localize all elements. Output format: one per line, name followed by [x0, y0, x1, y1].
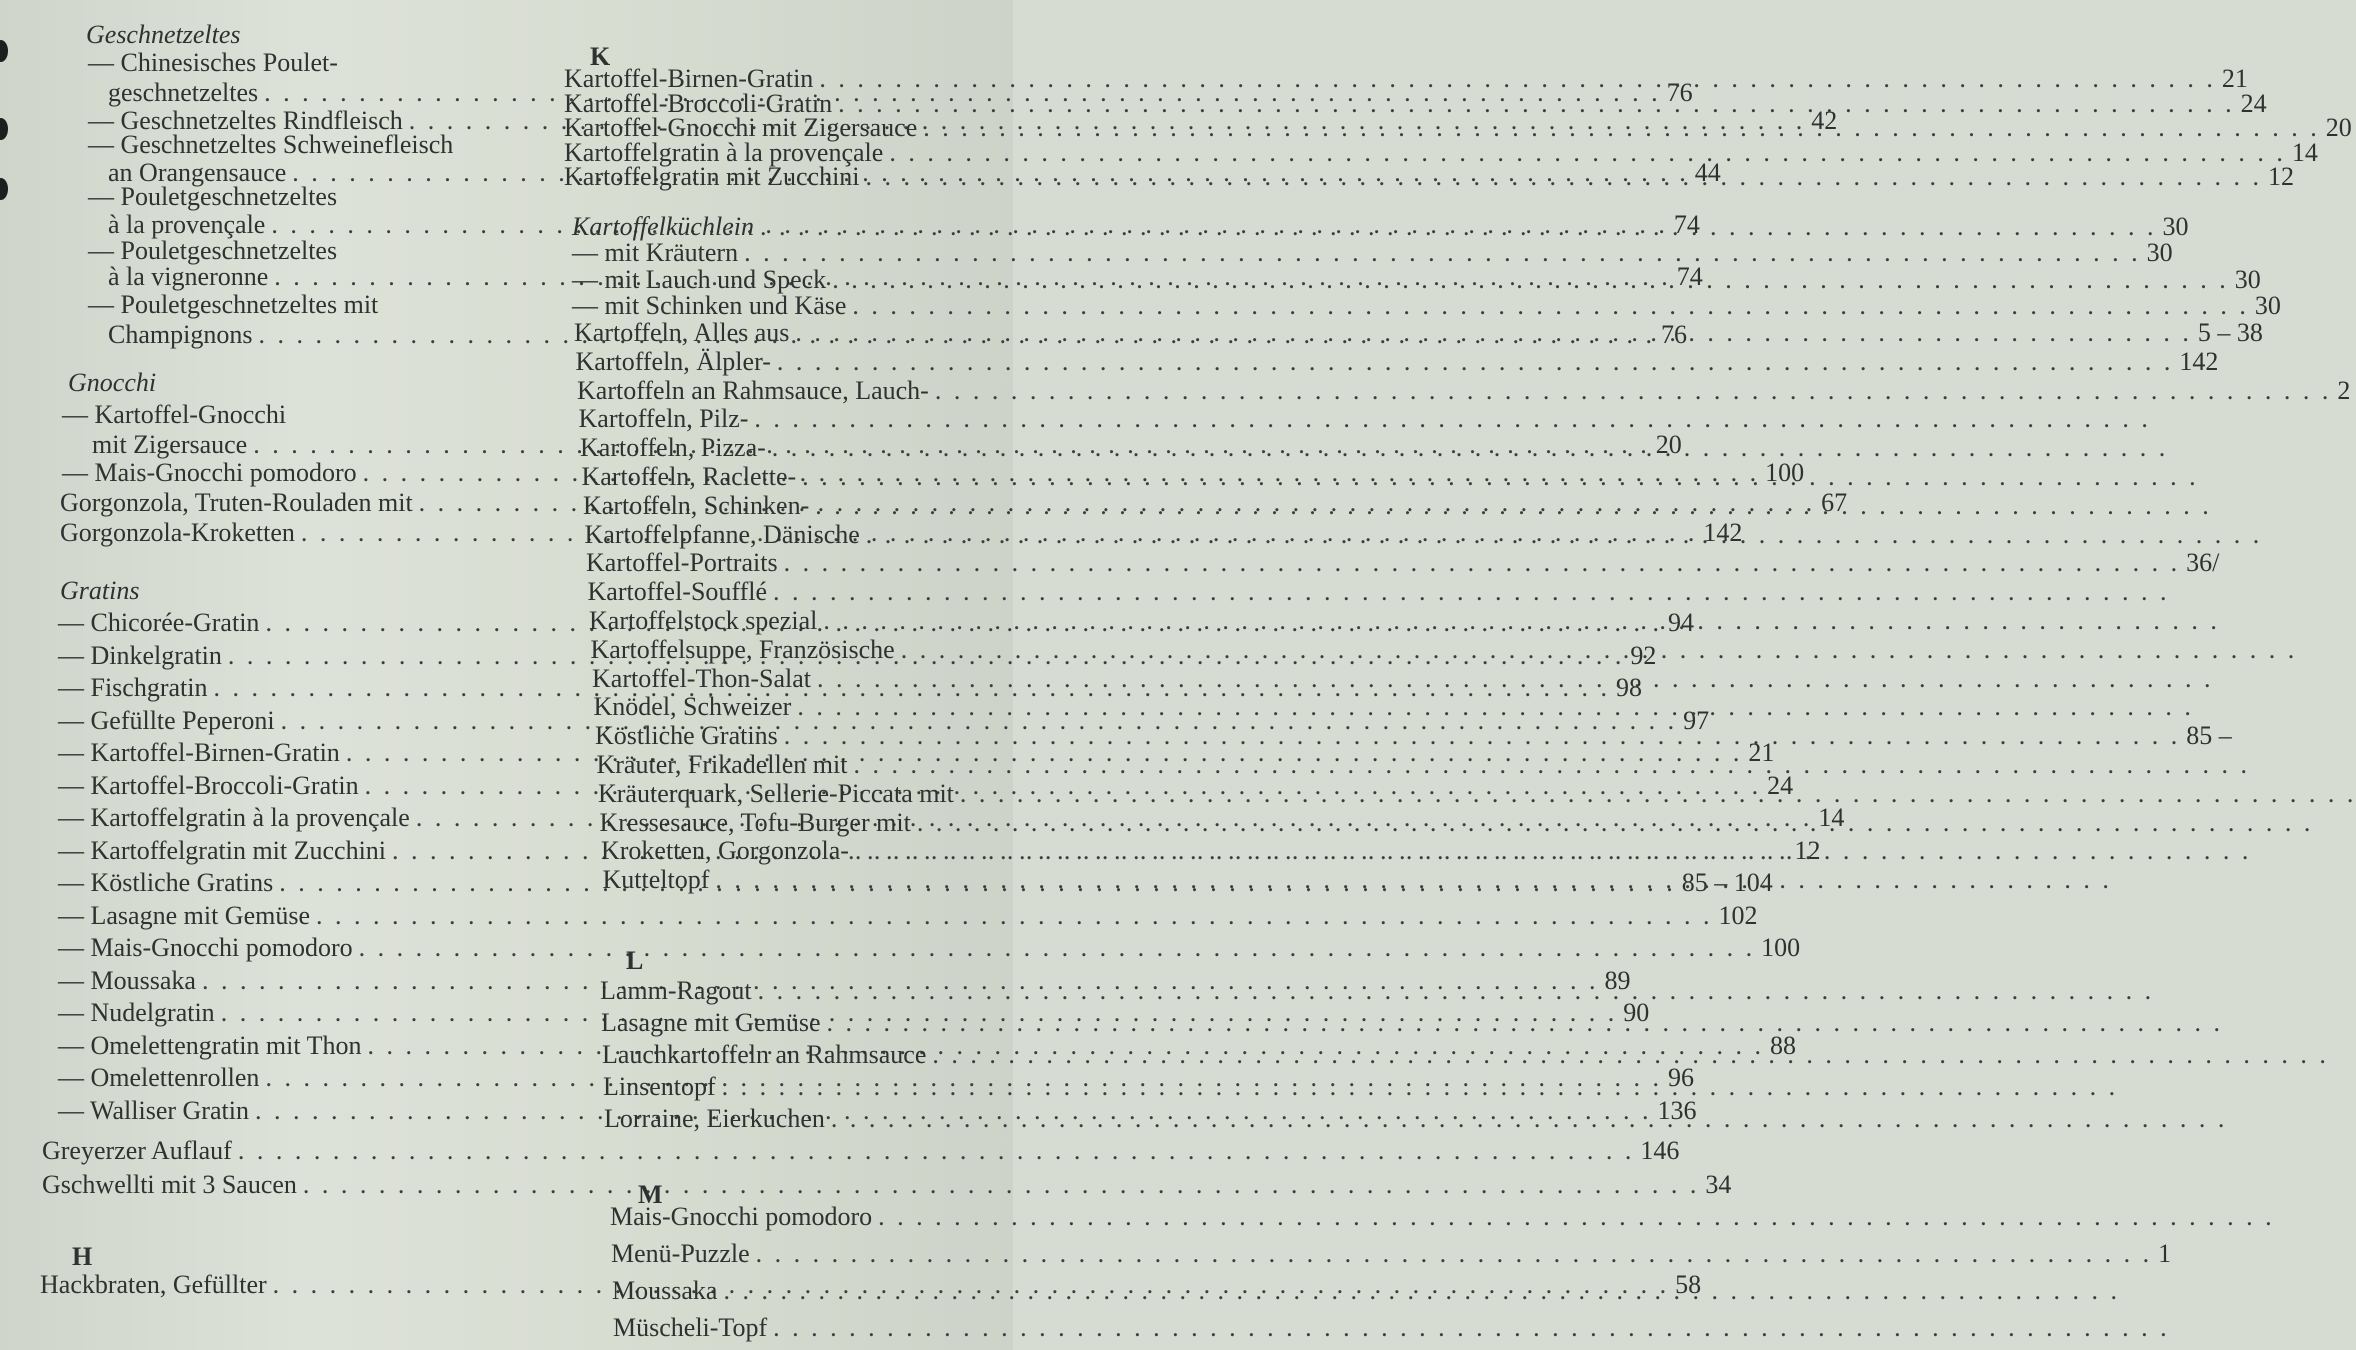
dot-leader [359, 933, 1756, 963]
letter-heading: H [72, 1242, 93, 1271]
entry-first-line: — Chinesisches Poulet- [88, 48, 338, 77]
dot-leader [303, 1170, 1700, 1200]
entry-label: Lauchkartoffeln an Rahmsauce [602, 1040, 927, 1069]
entry-page-number: 136 [1657, 1095, 1697, 1125]
index-entry [583, 491, 1043, 521]
dot-leader [754, 404, 2151, 434]
entry-label: Lamm-Ragout [600, 976, 752, 1005]
entry-page-number: 20 [1655, 430, 1682, 459]
entry-label: à la vigneronne [108, 262, 269, 291]
section-heading: Gratins [60, 576, 140, 605]
entry-page-number: 94 [1667, 608, 1694, 637]
entry-label: à la provençale [108, 210, 266, 239]
entry-label: — Geschnetzeltes Rindfleisch [88, 106, 403, 135]
binder-ring [0, 118, 8, 140]
dot-leader [817, 664, 2214, 694]
index-entry [588, 577, 1048, 607]
entry-page-number: 21 [2221, 64, 2248, 93]
index-entry [591, 635, 1051, 665]
entry-page-number: 146 [1640, 1136, 1680, 1165]
entry-label: — Lasagne mit Gemüse [58, 900, 310, 930]
entry-page-number: 12 [2268, 162, 2295, 191]
entry-label: — Köstliche Gratins [58, 868, 274, 897]
dot-leader [853, 750, 2250, 780]
entry-page-number: 98 [1616, 673, 1642, 702]
dot-leader [773, 577, 2170, 607]
entry-label: — Mais-Gnocchi pomodoro [58, 933, 353, 962]
entry-label: geschnetzeltes [108, 78, 259, 107]
dot-leader [932, 1040, 2329, 1070]
entry-label: Kartoffelpfanne, Dänische [584, 519, 860, 549]
entry-label: — Walliser Gratin [58, 1095, 249, 1125]
entry-label: Kartoffelsuppe, Französische [590, 634, 895, 664]
entry-label: Kartoffeln, Älpler- [575, 346, 771, 376]
entry-label: Lasagne mit Gemüse [601, 1008, 821, 1037]
entry-label: Linsentopf [603, 1072, 716, 1101]
entry-page-number: 67 [1821, 488, 1848, 517]
entry-label: Menü-Puzzle [611, 1239, 750, 1268]
entry-page-number: 30 [2254, 291, 2281, 320]
entry-label: — Dinkelgratin [58, 640, 222, 670]
dot-leader [866, 520, 2263, 550]
dot-leader [773, 1313, 2170, 1343]
entry-label: Kartoffeln an Rahmsauce, Lauch- [577, 375, 929, 405]
entry-label: Kartoffeln, Alles aus [574, 318, 790, 347]
index-entry [42, 1136, 1680, 1166]
letter-heading: M [638, 1180, 663, 1209]
dot-leader [852, 291, 2249, 321]
entry-page-number: 74 [1676, 262, 1703, 291]
entry-first-line: — Pouletgeschnetzeltes [88, 236, 338, 265]
entry-page-number: 88 [1770, 1030, 1797, 1060]
letter-heading: K [590, 42, 611, 71]
index-entry [598, 779, 1058, 809]
entry-page-number: 90 [1623, 998, 1650, 1027]
index-entry [613, 1313, 1023, 1343]
index-entry [58, 933, 1801, 963]
index-entry [610, 1202, 1020, 1232]
dot-leader [777, 347, 2174, 377]
index-entry [602, 1040, 1022, 1070]
entry-page-number: 21 [1748, 738, 1775, 767]
dot-leader [238, 1136, 1635, 1166]
dot-leader [901, 635, 2298, 665]
entry-label: Gschwellti mit 3 Saucen [42, 1170, 297, 1199]
entry-first-line: — Pouletgeschnetzeltes mit [88, 290, 379, 319]
index-entry [611, 1239, 2172, 1269]
entry-page-number: 24 [1767, 770, 1794, 800]
dot-leader [827, 1008, 2224, 1038]
entry-label: Mais-Gnocchi pomodoro [610, 1202, 873, 1231]
index-entry [603, 865, 1063, 895]
entry-label: Kartoffel-Birnen-Gratin [564, 64, 814, 93]
index-entry [604, 1104, 1024, 1134]
entry-label: Kartoffel-Soufflé [587, 577, 768, 607]
dot-leader [797, 692, 2194, 722]
entry-label: Kartoffeln, Pilz- [578, 404, 749, 434]
dot-leader [831, 1104, 2228, 1134]
index-entry [601, 1008, 1021, 1038]
dot-leader [723, 1276, 2120, 1306]
dot-leader [772, 433, 2169, 463]
entry-page-number: 5 – 38 [2197, 318, 2263, 347]
entry-label: — Fischgratin [58, 673, 208, 702]
entry-page-number: 36/ [2186, 548, 2220, 578]
dot-leader [823, 606, 2220, 636]
index-entry [603, 1072, 1023, 1102]
entry-label: — Kartoffel-Birnen-Gratin [58, 738, 340, 767]
entry-page-number: 92 [1630, 640, 1657, 670]
dot-leader [795, 318, 2192, 348]
entry-first-line: — Geschnetzeltes Schweinefleisch [88, 130, 454, 159]
entry-label: — Moussaka [58, 965, 196, 995]
entry-page-number: 34 [1705, 1170, 1732, 1199]
entry-page-number: 1 [2158, 1239, 2172, 1268]
index-entry [600, 976, 1020, 1006]
entry-label: Kartoffelküchlein [572, 212, 754, 241]
index-entry [585, 520, 1045, 550]
entry-page-number: 76 [1660, 320, 1687, 349]
entry-page-number: 44 [1694, 158, 1721, 187]
entry-label: Kressesauce, Tofu-Burger mit [599, 807, 911, 837]
index-entry [594, 692, 1054, 722]
dot-leader [756, 1239, 2153, 1269]
index-entry [597, 750, 1057, 780]
index-entry [572, 291, 2281, 321]
entry-label: — mit Schinken und Käse [572, 291, 847, 320]
entry-label: Knödel, Schweizer [593, 692, 792, 722]
index-entry [582, 462, 1042, 492]
index-entry [58, 900, 1758, 931]
entry-page-number: 142 [1703, 518, 1743, 547]
entry-label: Köstliche Gratins [595, 721, 778, 751]
entry-page-number: 74 [1673, 210, 1700, 239]
entry-label: Champignons [108, 320, 253, 349]
index-entry [595, 721, 2232, 751]
entry-page-number: 24 [2240, 88, 2267, 118]
dot-leader [722, 1072, 2119, 1102]
entry-label: mit Zigersauce [92, 430, 248, 459]
entry-label: Hackbraten, Gefüllter [40, 1270, 267, 1299]
entry-label: — mit Lauch und Speck [572, 264, 827, 294]
entry-label: Kutteltopf [602, 865, 710, 895]
dot-leader [815, 491, 2212, 521]
entry-page-number: 85 – [2186, 721, 2232, 751]
entry-page-number: 20 [2325, 113, 2352, 142]
index-entry [579, 404, 1039, 434]
entry-label: Kartoffel-Portraits [586, 548, 778, 578]
letter-heading: L [626, 946, 644, 975]
entry-page-number: 14 [1818, 803, 1845, 832]
entry-page-number: 2 [2337, 375, 2351, 405]
entry-label: — Omelettengratin mit Thon [58, 1030, 362, 1060]
dot-leader [960, 779, 2356, 809]
entry-label: Kartoffelgratin mit Zucchini [564, 162, 860, 191]
entry-label: Müscheli-Topf [613, 1313, 768, 1342]
index-entry [592, 664, 1052, 694]
dot-leader [802, 462, 2199, 492]
dot-leader [917, 808, 2314, 838]
entry-label: — Omelettenrollen [58, 1063, 260, 1092]
index-entry [586, 548, 2220, 578]
entry-label: — Kartoffelgratin mit Zucchini [58, 835, 387, 865]
entry-page-number: 14 [2291, 137, 2318, 167]
entry-page-number: 100 [1765, 458, 1805, 487]
entry-label: — Gefüllte Peperoni [58, 705, 275, 735]
entry-page-number: 85 – 104 [1681, 868, 1773, 897]
index-entry [580, 433, 1040, 463]
entry-label: Kartoffelstock spezial [589, 606, 818, 635]
entry-label: Kräuter, Frikadellen mit [596, 750, 848, 779]
entry-label: Greyerzer Auflauf [42, 1136, 232, 1165]
entry-page-number: 102 [1718, 900, 1758, 930]
entry-label: Kartoffeln, Raclette- [581, 462, 797, 491]
entry-label: Kartoffel-Broccoli-Gratin [564, 88, 833, 118]
dot-leader [935, 376, 2332, 406]
index-entry [612, 1276, 1022, 1306]
entry-label: Kartoffelgratin à la provençale [564, 137, 884, 167]
dot-leader [832, 265, 2229, 295]
dot-leader [744, 238, 2141, 268]
entry-first-line: — Kartoffel-Gnocchi [62, 400, 287, 429]
entry-label: Kartoffeln, Schinken- [583, 490, 810, 520]
entry-page-number: 97 [1683, 705, 1710, 735]
entry-page-number: 12 [1794, 835, 1821, 865]
dot-leader [316, 901, 1713, 931]
entry-label: Moussaka [612, 1276, 718, 1305]
entry-page-number: 89 [1604, 965, 1631, 995]
index-entry [42, 1170, 1732, 1200]
entry-label: Lorraine, Eierkuchen [604, 1104, 825, 1133]
index-entry [575, 346, 2219, 377]
entry-page-number: 100 [1761, 933, 1801, 962]
entry-page-number: 142 [2179, 346, 2219, 376]
dot-leader [715, 865, 2112, 895]
entry-label: — Nudelgratin [58, 998, 215, 1027]
entry-page-number: 76 [1666, 78, 1693, 107]
dot-leader [758, 976, 2155, 1006]
entry-page-number: 30 [2234, 264, 2261, 294]
entry-label: Kartoffel-Gnocchi mit Zigersauce [564, 113, 918, 142]
entry-label: Gorgonzola, Truten-Rouladen mit [60, 488, 413, 517]
entry-page-number: 58 [1675, 1270, 1702, 1299]
dot-leader [855, 836, 2252, 866]
dot-leader [878, 1202, 2275, 1232]
entry-page-number: 30 [2146, 238, 2173, 267]
entry-label: — mit Kräutern [572, 238, 739, 267]
entry-label: — Chicorée-Gratin [58, 608, 260, 637]
entry-label: Kräuterquark, Sellerie-Piccata mit [598, 778, 954, 808]
entry-page-number: 30 [2162, 212, 2189, 241]
entry-first-line: — Pouletgeschnetzeltes [88, 182, 338, 211]
index-entry [589, 606, 1049, 636]
section-heading: Gnocchi [68, 368, 157, 397]
entry-label: Kartoffel-Thon-Salat [592, 663, 811, 693]
entry-page-number: 42 [1811, 106, 1838, 135]
entry-label: — Kartoffelgratin à la provençale [58, 803, 410, 832]
section-heading: Geschnetzeltes [86, 20, 241, 49]
index-entry [572, 238, 2173, 268]
entry-label: Gorgonzola-Kroketten [60, 518, 295, 547]
entry-page-number: 96 [1667, 1063, 1694, 1092]
entry-label: — Kartoffel-Broccoli-Gratin [58, 770, 359, 800]
binder-ring [0, 40, 8, 62]
dot-leader [866, 162, 2263, 192]
entry-label: an Orangensauce [108, 158, 287, 187]
index-entry [601, 836, 1061, 866]
index-entry [577, 375, 2351, 406]
index-entry [600, 808, 1060, 838]
dot-leader [784, 548, 2181, 578]
binder-ring [0, 178, 8, 200]
entry-label: Kroketten, Gorgonzola- [601, 836, 849, 866]
entry-label: — Mais-Gnocchi pomodoro [62, 458, 357, 487]
dot-leader [784, 721, 2181, 751]
entry-label: Kartoffeln, Pizza- [580, 433, 766, 463]
